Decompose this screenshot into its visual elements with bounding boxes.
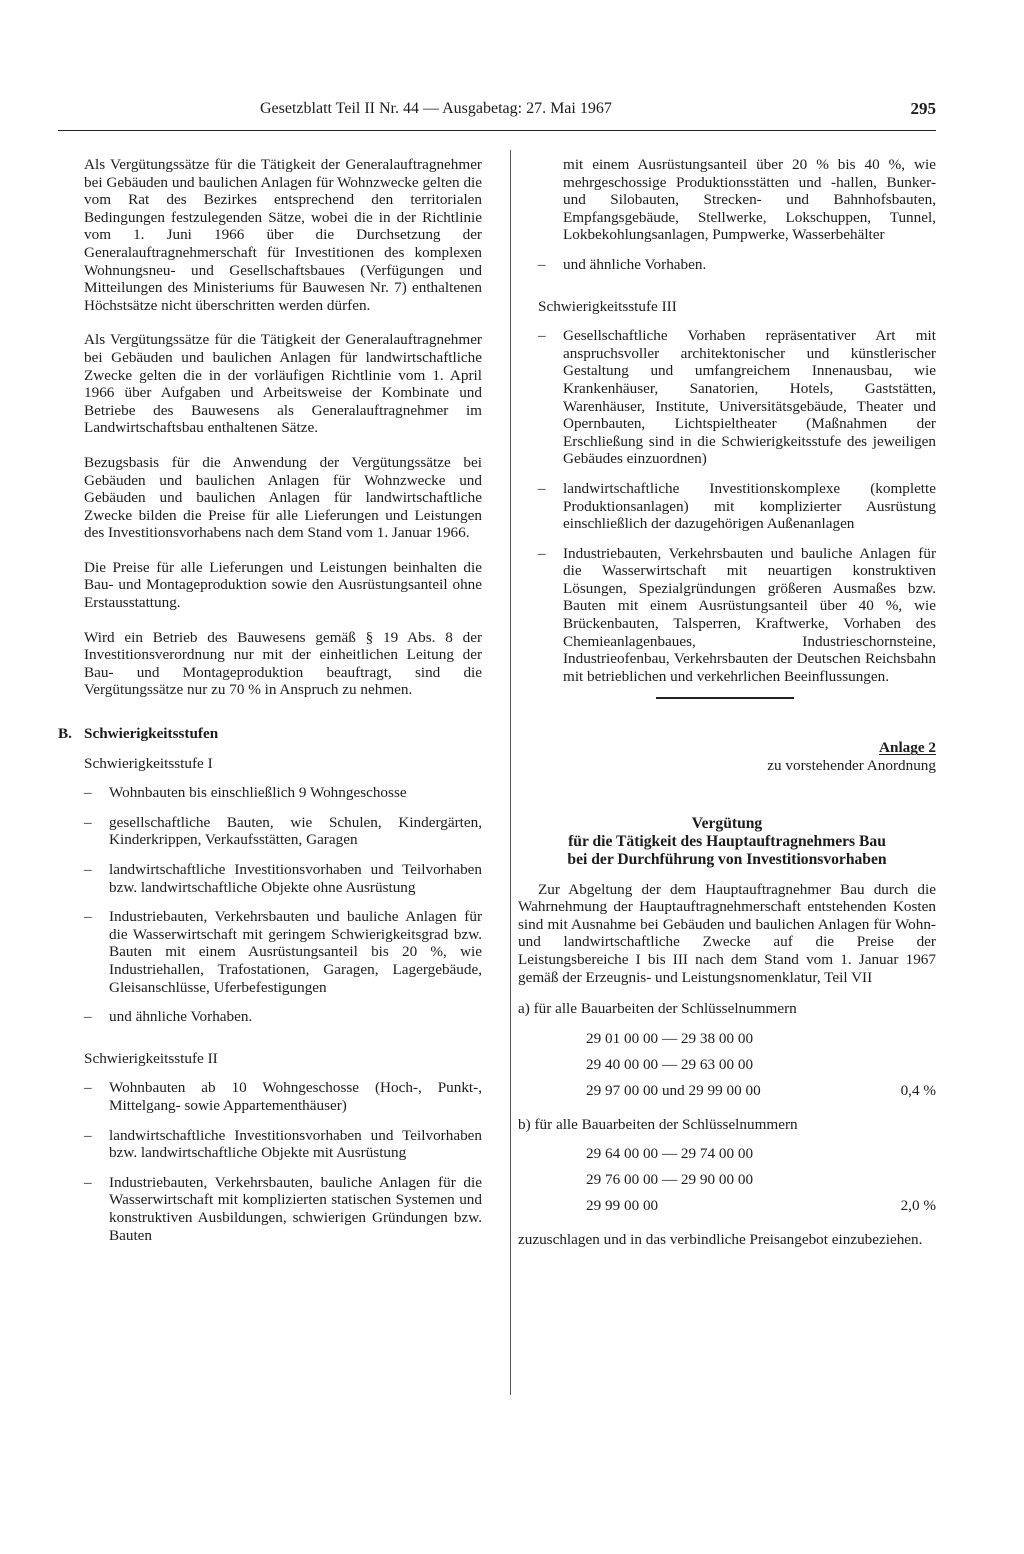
stufe-title: Schwierigkeitsstufe III bbox=[538, 297, 677, 315]
continued-text: mit einem Ausrüstungsanteil über 20 % bis 40 %, wie mehrgeschossige Produktionsstätten und -hallen, Bunker- und Silobauten, Strecken- und Bahnhofsbauten, Empfangsgebäude, Stellwerke, Lokschuppen, Tunnel, Lokbekohlungsanlagen, Pumpwerke, Wasserbehälter bbox=[563, 156, 936, 244]
code-range: 29 99 00 00 bbox=[586, 1197, 659, 1215]
intro-paragraph: Zur Abgeltung der dem Hauptauftragnehmer Bau durch die Wahrnehmung der Hauptauftragnehmerschaft entstehenden Kosten sind mit Ausnahme bei Gebäuden und baulichen Anlagen für Wohn- und landwirtschaftliche Zwecke auf die Preise der Leistungsbereiche I bis III nach dem Stand vom 1. Januar 1967 gemäß der Erzeugnis- und Leistungsnomenklatur, Teil VII bbox=[518, 880, 936, 986]
header-title: Gesetzblatt Teil II Nr. 44 — Ausgabetag: 27. Mai 1967 bbox=[260, 100, 612, 117]
codes-b bbox=[586, 1141, 936, 1219]
left-column bbox=[58, 156, 482, 1256]
code-range: 29 01 00 00 — 29 38 00 00 bbox=[586, 1029, 754, 1047]
list-item: – landwirtschaftliche Investitionsvorhaben und Teilvorhaben bzw. landwirtschaftliche Objekte ohne Ausrüstung bbox=[84, 861, 482, 896]
code-row bbox=[586, 1167, 936, 1193]
code-rate: 2,0 % bbox=[900, 1197, 936, 1215]
list-item: – und ähnliche Vorhaben. bbox=[538, 256, 936, 274]
list-item: – Gesellschaftliche Vorhaben repräsentativer Art mit anspruchsvoller architektonischer und künstlerischer Gestaltung und umfangreichem Innenausbau, wie Krankenhäuser, Sanatorien, Hotels, Gaststätten, Warenhäuser, Institute, Universitätsgebäude, Theater und Opernbauten, Lichtspieltheater (Maßnahmen der Erschließung sind in die Schwierigkeitsstufe des jeweiligen Gebäudes einzuordnen) bbox=[538, 327, 936, 468]
document-title bbox=[518, 815, 936, 869]
code-rate: 0,4 % bbox=[900, 1081, 936, 1099]
list-item: – und ähnliche Vorhaben. bbox=[84, 1008, 482, 1026]
code-row bbox=[586, 1193, 936, 1219]
codes-a bbox=[586, 1026, 936, 1104]
list-item: – Industriebauten, Verkehrsbauten und bauliche Anlagen für die Wasserwirtschaft mit geringem Schwierigkeitsgrad bzw. Bauten mit einem Ausrüstungsanteil bis 20 %, wie Industriehallen, Trafostationen, Garagen, Lagergebäude, Gleisanschlüsse, Uferbefestigungen bbox=[84, 908, 482, 996]
stufe1-list bbox=[84, 784, 482, 1026]
item-b: b) für alle Bauarbeiten der Schlüsselnummern bbox=[518, 1115, 798, 1133]
page-number: 295 bbox=[910, 99, 936, 118]
stufe3-list bbox=[538, 327, 936, 685]
list-item: – gesellschaftliche Bauten, wie Schulen, Kindergärten, Kinderkrippen, Verkaufsstätten, Garagen bbox=[84, 814, 482, 849]
anlage-label: Anlage 2 bbox=[879, 739, 936, 757]
paragraph: Als Vergütungssätze für die Tätigkeit der Generalauftragnehmer bei Gebäuden und baulichen Anlagen für Wohnzwecke gelten die vom Rat des Bezirkes entsprechend den territorialen Bedingungen festzulegenden Sätze, wobei die in der Richtlinie vom 1. Juni 1966 über die Durchsetzung der Generalauftragnehmerschaft für Investitionen des komplexen Wohnungsneu- und Gesellschaftsbaues (Verfügungen und Mitteilungen des Ministeriums für Bauwesen Nr. 7) enthaltenen Höchstsätze nicht überschritten werden dürfen. bbox=[84, 156, 482, 314]
code-row bbox=[586, 1078, 936, 1104]
code-range: 29 76 00 00 — 29 90 00 00 bbox=[586, 1171, 754, 1189]
code-row bbox=[586, 1141, 936, 1167]
section-heading bbox=[58, 725, 482, 743]
stufe-title: Schwierigkeitsstufe II bbox=[84, 1049, 218, 1067]
right-column bbox=[518, 156, 936, 1249]
title-line: bei der Durchführung von Investitionsvorhaben bbox=[567, 850, 887, 868]
closing-paragraph: zuzuschlagen und in das verbindliche Preisangebot einzubeziehen. bbox=[518, 1231, 923, 1249]
paragraph: Bezugsbasis für die Anwendung der Vergütungssätze bei Gebäuden und baulichen Anlagen für Wohnzwecke und Gebäuden und baulichen Anlagen für landwirtschaftliche Zwecke bilden die Preise für alle Lieferungen und Leistungen des Investitionsvorhabens nach dem Stand vom 1. Januar 1966. bbox=[84, 453, 482, 542]
list-item: – Industriebauten, Verkehrsbauten, bauliche Anlagen für die Wasserwirtschaft mit komplizierten statischen Systemen und konstruktiven Ausbildungen, schwierigen Gründungen bzw. Bauten bbox=[84, 1174, 482, 1244]
code-row bbox=[586, 1052, 936, 1078]
section-title: Schwierigkeitsstufen bbox=[84, 725, 219, 743]
section-divider bbox=[656, 697, 794, 699]
code-range: 29 64 00 00 — 29 74 00 00 bbox=[586, 1145, 754, 1163]
list-item: – landwirtschaftliche Investitionskomplexe (komplette Produktionsanlagen) mit komplizierter Ausrüstung einschließlich der dazugehörigen Außenanlagen bbox=[538, 480, 936, 533]
list-item: – landwirtschaftliche Investitionsvorhaben und Teilvorhaben bzw. landwirtschaftliche Objekte mit Ausrüstung bbox=[84, 1127, 482, 1162]
column-separator bbox=[510, 150, 511, 1395]
paragraph: Als Vergütungssätze für die Tätigkeit der Generalauftragnehmer bei Gebäuden und baulichen Anlagen für landwirtschaftliche Zwecke gelten die in der vorläufigen Richtlinie vom 1. April 1966 über Aufgaben und Arbeitsweise der Kombinate und Betriebe des Bauwesens als Generalauftragnehmer im Landwirtschaftsbau enthaltenen Sätze. bbox=[84, 331, 482, 437]
list-item: – Wohnbauten ab 10 Wohngeschosse (Hoch-, Punkt-, Mittelgang- sowie Appartementhäuser) bbox=[84, 1079, 482, 1114]
header-rule bbox=[58, 130, 936, 131]
stufe2-list-cont bbox=[538, 256, 936, 274]
title-line: für die Tätigkeit des Hauptauftragnehmers Bau bbox=[568, 832, 886, 850]
stufe2-list bbox=[84, 1079, 482, 1244]
anlage-subtitle: zu vorstehender Anordnung bbox=[767, 757, 936, 775]
code-range: 29 40 00 00 — 29 63 00 00 bbox=[586, 1055, 754, 1073]
list-item: – Industriebauten, Verkehrsbauten und bauliche Anlagen für die Wasserwirtschaft mit neuartigen konstruktiven Lösungen, Spezialgründungen größeren Ausmaßes bzw. Bauten mit einem Ausrüstungsanteil über 40 %, wie Brückenbauten, Talsperren, Kraftwerke, Vorhaben des Chemieanlagenbaues, Industrieschornsteine, Industrieofenbau, Verkehrsbauten der Deutschen Reichsbahn mit betrieblichen und verkehrlichen Beeinflussungen. bbox=[538, 545, 936, 686]
section-letter: B. bbox=[58, 725, 72, 743]
paragraph: Wird ein Betrieb des Bauwesens gemäß § 19 Abs. 8 der Investitionsverordnung nur mit der einheitlichen Leitung der Bau- und Montageproduktion beauftragt, sind die Vergütungssätze nur zu 70 % in Anspruch zu nehmen. bbox=[84, 628, 482, 699]
code-range: 29 97 00 00 und 29 99 00 00 bbox=[586, 1081, 761, 1099]
item-a: a) für alle Bauarbeiten der Schlüsselnummern bbox=[518, 1000, 797, 1018]
paragraph: Die Preise für alle Lieferungen und Leistungen beinhalten die Bau- und Montageproduktion sowie den Ausrüstungsanteil ohne Erstausstattung. bbox=[84, 558, 482, 612]
stufe-title: Schwierigkeitsstufe I bbox=[84, 754, 213, 772]
title-line: Vergütung bbox=[691, 814, 763, 832]
code-row bbox=[586, 1026, 936, 1052]
list-item: – Wohnbauten bis einschließlich 9 Wohngeschosse bbox=[84, 784, 482, 802]
